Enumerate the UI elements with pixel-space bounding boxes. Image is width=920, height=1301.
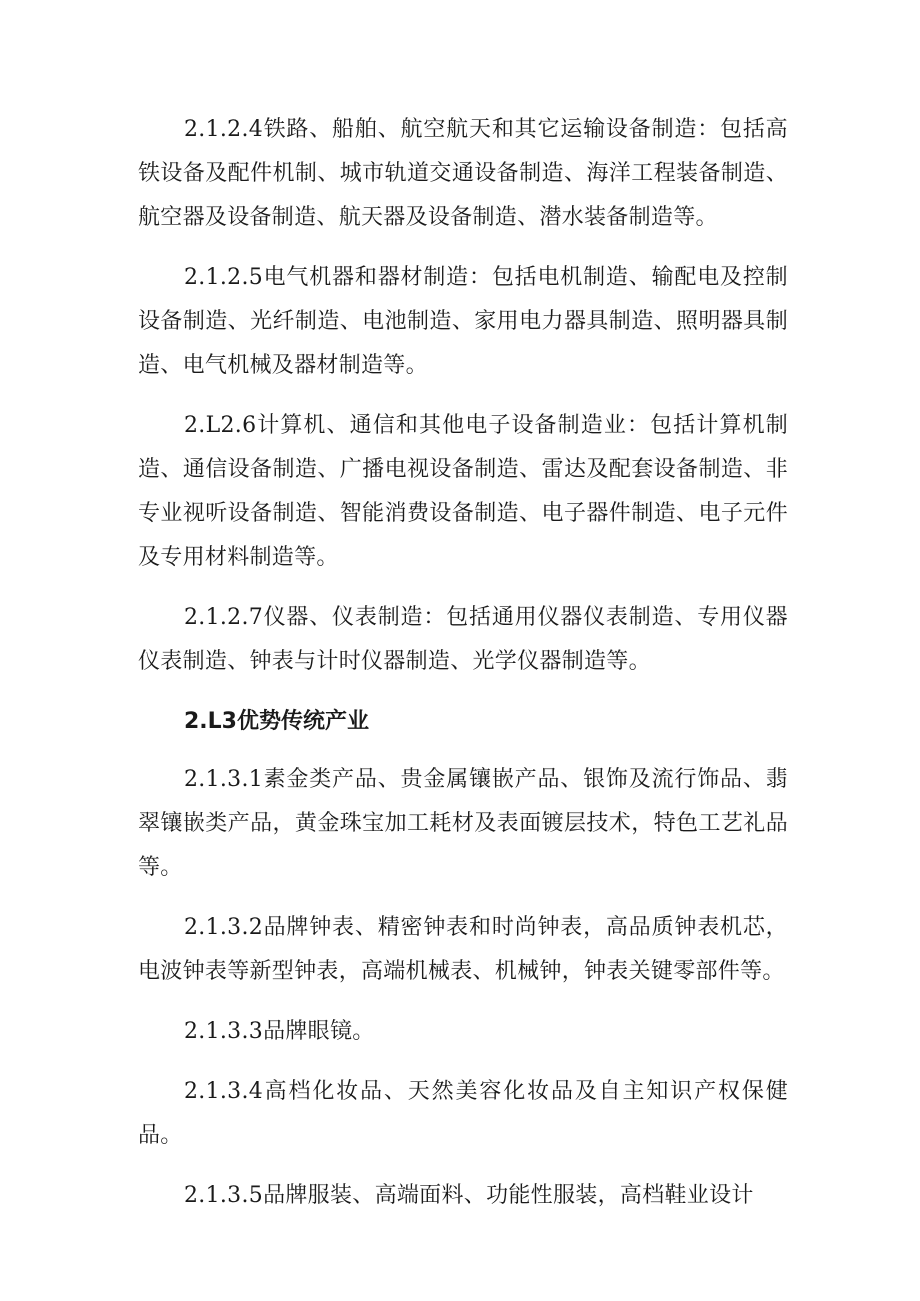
paragraph-2-1-2-4: 2.1.2.4铁路、船舶、航空航天和其它运输设备制造：包括高铁设备及配件机制、城市轨道交通设备制造、海洋工程装备制造、航空器及设备制造、航天器及设备制造、潜水装备制造等。 <box>138 117 788 230</box>
paragraph-2-1-3-2: 2.1.3.2品牌钟表、精密钟表和时尚钟表，高品质钟表机芯，电波钟表等新型钟表，高端机械表、机械钟，钟表关键零部件等。 <box>138 915 788 984</box>
paragraph-2-1-2-7: 2.1.2.7仪器、仪表制造：包括通用仪器仪表制造、专用仪器仪表制造、钟表与计时仪器制造、光学仪器制造等。 <box>138 605 788 674</box>
paragraph-2-1-3-5: 2.1.3.5品牌服装、高端面料、功能性服装，高档鞋业设计 <box>184 1183 754 1208</box>
document-page <box>138 108 788 1234</box>
section-heading: 2.L3优势传统产业 <box>184 709 369 734</box>
paragraph-2-1-2-5: 2.1.2.5电气机器和器材制造：包括电机制造、输配电及控制设备制造、光纤制造、电池制造、家用电力器具制造、照明器具制造、电气机械及器材制造等。 <box>138 265 788 378</box>
paragraph-2-1-2-6: 2.L2.6计算机、通信和其他电子设备制造业：包括计算机制造、通信设备制造、广播电视设备制造、雷达及配套设备制造、非专业视听设备制造、智能消费设备制造、电子器件制造、电子元件及专用材料制造等。 <box>138 413 788 570</box>
paragraph-2-1-3-1: 2.1.3.1素金类产品、贵金属镶嵌产品、银饰及流行饰品、翡翠镶嵌类产品，黄金珠宝加工耗材及表面镀层技术，特色工艺礼品等。 <box>138 767 788 880</box>
paragraph-2-1-3-4: 2.1.3.4高档化妆品、天然美容化妆品及自主知识产权保健品。 <box>138 1079 788 1148</box>
paragraph-2-1-3-3: 2.1.3.3品牌眼镜。 <box>184 1019 375 1044</box>
